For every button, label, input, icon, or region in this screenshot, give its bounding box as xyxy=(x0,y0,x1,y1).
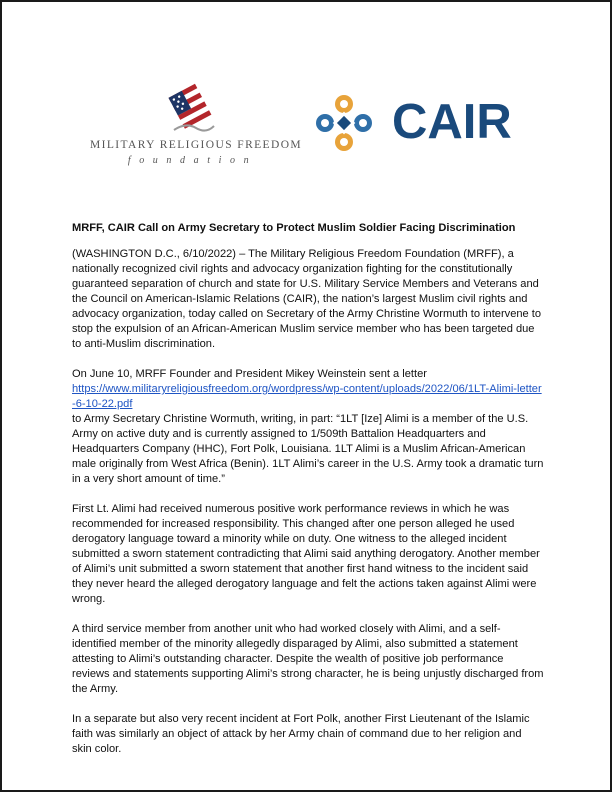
mrff-subtitle: foundation xyxy=(127,155,258,166)
paragraph-1: (WASHINGTON D.C., 6/10/2022) – The Military Religious Freedom Foundation (MRFF), a nationally recognized civil rights and advocacy organization fighting for the constitutionally guaranteed separation of church and state for U.S. Military Service Members and Veterans and the Council on American-Islamic Relations (CAIR), the nation’s largest Muslim civil rights and advocacy organization, today called on Secretary of the Army Christine Wormuth to intervene to stop the expulsion of an African-American Muslim service member who has been targeted due to anti-Muslim discrimination. xyxy=(72,248,542,350)
press-release-body xyxy=(72,221,544,772)
paragraph-2 xyxy=(72,367,544,487)
logo-header xyxy=(2,2,610,202)
letter-link[interactable]: https://www.militaryreligiousfreedom.org/wordpress/wp-content/uploads/2022/06/1LT-Alimi-letter-6-10-22.pdf xyxy=(72,383,542,410)
mrff-logo xyxy=(90,82,303,172)
mrff-name: MILITARY RELIGIOUS FREEDOM xyxy=(90,139,303,151)
paragraph-4: A third service member from another unit who had worked closely with Alimi, and a self-identified member of the minority allegedly disparaged by Alimi, also submitted a statement attesting to Alimi’s outstanding character. Despite the wealth of positive job performance reviews and statements supporting Alimi’s strong character, he is being unjustly discharged from the Army. xyxy=(72,623,544,695)
mrff-flag-emblem xyxy=(166,82,218,134)
paragraph-2-rest: to Army Secretary Christine Wormuth, writing, in part: “1LT [Ize] Alimi is a member of the U.S. Army on active duty and is currently assigned to 1/509th Battalion Headquarters and Headquarters Company (HHC), Fort Polk, Louisiana. 1LT Alimi is a Muslim African-American male originally from West Africa (Benin). 1LT Alimi’s career in the U.S. Army took a dramatic turn in a very short amount of time.” xyxy=(72,413,544,485)
paragraph-2-intro: On June 10, MRFF Founder and President Mikey Weinstein sent a letter xyxy=(72,368,427,380)
paragraph-3: First Lt. Alimi had received numerous positive work performance reviews in which he was recommended for increased responsibility. This changed after one person alleged he used derogatory language toward a minority while on duty. One witness to the alleged incident submitted a sworn statement contradicting that Alimi said anything derogatory. Another member of Alimi’s unit submitted a sworn statement that another first hand witness to the incident said they never heard the alleged derogatory language and felt the actions taken against Alimi were wrong. xyxy=(72,503,540,605)
headline: MRFF, CAIR Call on Army Secretary to Protect Muslim Soldier Facing Discrimination xyxy=(72,222,516,234)
cair-emblem-icon xyxy=(314,94,374,152)
cair-logo xyxy=(314,94,524,150)
cair-wordmark: CAIR xyxy=(392,95,512,149)
paragraph-5: In a separate but also very recent incident at Fort Polk, another First Lieutenant of the Islamic faith was similarly an object of attack by her Army chain of command due to her religion and skin color. xyxy=(72,713,530,755)
